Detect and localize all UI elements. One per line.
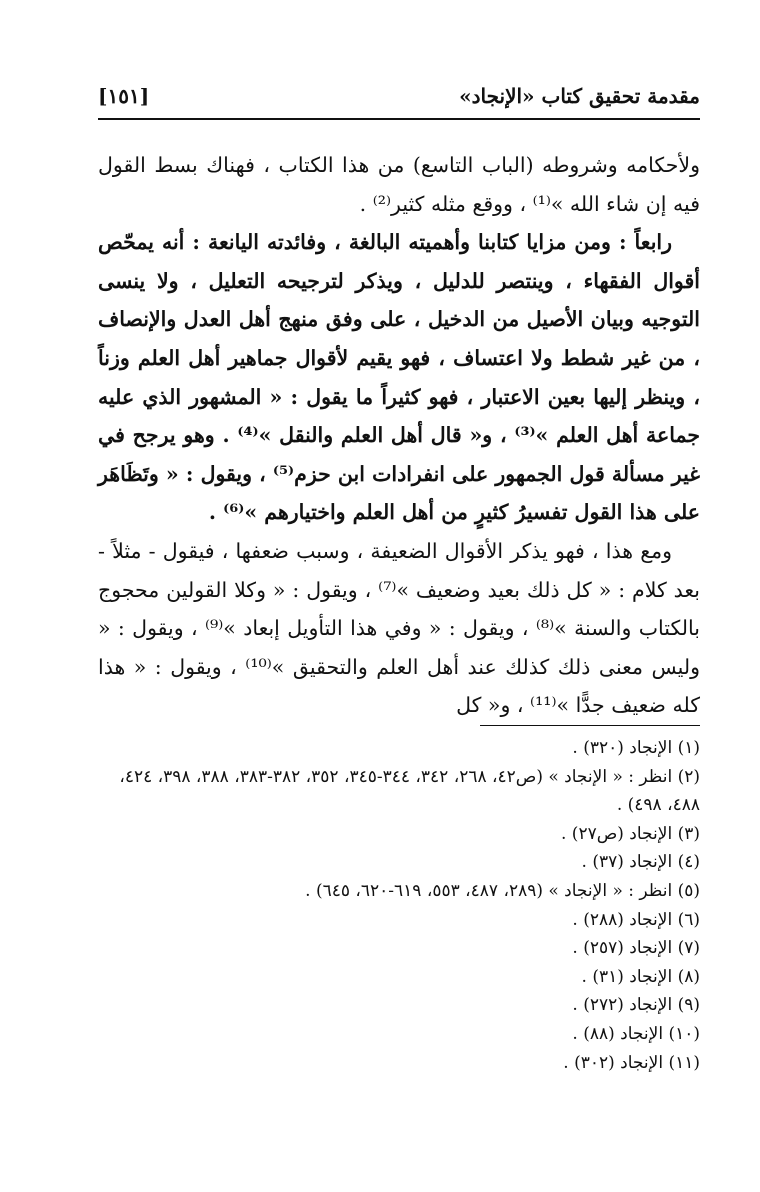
main-text	[98, 146, 700, 725]
paragraph-3: ومع هذا ، فهو يذكر الأقوال الضعيفة ، وسبب ضعفها ، فيقول - مثلاً - بعد كلام : « كل ذلك بعيد وضعيف »⁽⁷⁾ ، ويقول : « وكلا القولين محجوج بالكتاب والسنة »⁽⁸⁾ ، ويقول : « وفي هذا التأويل إبعاد »⁽⁹⁾ ، ويقول : « وليس معنى ذلك كذلك عند أهل العلم والتحقيق »⁽¹⁰⁾ ، ويقول : « هذا كله ضعيف جدًّا »⁽¹¹⁾ ، و« كل	[98, 538, 701, 718]
footnote-rule	[480, 725, 700, 726]
footnote-3: (٣) الإنجاد (ص٢٧) .	[561, 823, 700, 844]
footnote-6: (٦) الإنجاد (٢٨٨) .	[572, 909, 700, 930]
running-title: مقدمة تحقيق كتاب «الإنجاد»	[459, 84, 700, 108]
footnotes	[98, 734, 700, 1077]
footnote-1: (١) الإنجاد (٣٢٠) .	[572, 738, 700, 758]
footnote-5: (٥) انظر : « الإنجاد » (٢٨٩، ٤٨٧، ٥٥٣، ٦١٩-٦٢٠، ٦٤٥) .	[305, 880, 700, 901]
page-header	[98, 78, 700, 114]
footnote-2: (٢) انظر : « الإنجاد » (ص٤٢، ٢٦٨، ٣٤٢، ٣٤٤-٣٤٥، ٣٥٢، ٣٨٢-٣٨٣، ٣٨٨، ٣٩٨، ٤٢٤، ٤٨٨، ٤٩٨) .	[119, 766, 700, 816]
footnote-7: (٧) الإنجاد (٢٥٧) .	[572, 938, 700, 959]
footnote-9: (٩) الإنجاد (٢٧٢) .	[572, 995, 700, 1016]
footnote-4: (٤) الإنجاد (٣٧) .	[581, 852, 700, 873]
footnote-8: (٨) الإنجاد (٣١) .	[581, 966, 700, 987]
page-number: [١٥١]	[98, 84, 150, 108]
header-rule	[98, 118, 700, 120]
footnote-10: (١٠) الإنجاد (٨٨) .	[572, 1023, 700, 1044]
paragraph-2: رابعاً : ومن مزايا كتابنا وأهميته البالغة ، وفائدته اليانعة : أنه يمحّص أقوال الفقهاء ، وينتصر للدليل ، ويذكر لترجيحه التعليل ، ولا ينسى التوجيه وبيان الأصيل من الدخيل ، على وفق منهج أهل العدل والإنصاف ، من غير شطط ولا اعتساف ، فهو يقيم لأقوال جماهير أهل العلم وزناً ، وينظر إليها بعين الاعتبار ، فهو كثيراً ما يقول : « المشهور الذي عليه جماعة أهل العلم »⁽³⁾ ، و« قال أهل العلم والنقل »⁽⁴⁾ . وهو يرجح في غير مسألة قول الجمهور على انفرادات ابن حزم⁽⁵⁾ ، ويقول : « وتَظَاهَر على هذا القول تفسيرُ كثيرٍ من أهل العلم واختيارهم »⁽⁶⁾ .	[97, 230, 700, 525]
footnote-11: (١١) الإنجاد (٣٠٢) .	[563, 1052, 700, 1073]
paragraph-1: ولأحكامه وشروطه (الباب التاسع) من هذا الكتاب ، فهناك بسط القول فيه إن شاء الله »⁽¹⁾ ، ووقع مثله كثير⁽²⁾ .	[98, 153, 700, 216]
